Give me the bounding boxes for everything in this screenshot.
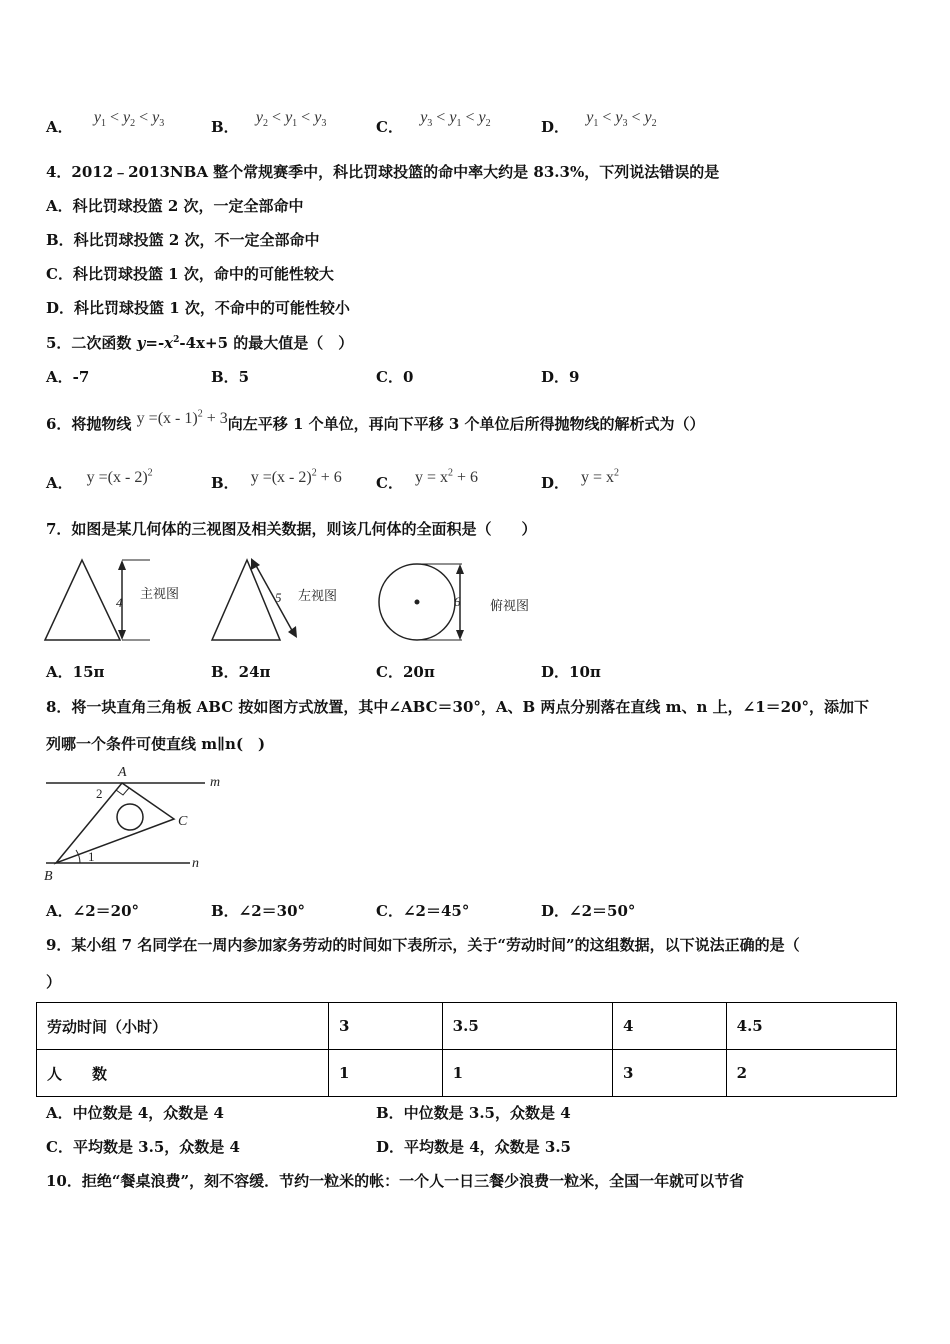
table-cell: 劳动时间（小时） bbox=[37, 1003, 329, 1050]
q8-option-b: B．∠2＝30° bbox=[211, 902, 306, 920]
q6-stem-formula: y =(x - 1)$^2$ + 3 bbox=[136, 408, 228, 427]
q6-option-b: B． y =(x - 2)$^2$ + 6 bbox=[211, 467, 342, 492]
q8-angle1-arc bbox=[76, 850, 80, 863]
q4-option-c: C．科比罚球投篮 1 次，命中的可能性较大 bbox=[46, 265, 334, 283]
q6-option-a: A． y =(x - 2)$^2$ bbox=[46, 467, 153, 492]
q7-three-views-figure bbox=[40, 552, 540, 652]
q7-side-arrow-down bbox=[288, 626, 297, 638]
q7-side-label: 左视图 bbox=[298, 589, 338, 604]
q5-option-a: A．-7 bbox=[46, 368, 90, 386]
q6-option-math: y =(x - 2)$^2$ bbox=[86, 467, 153, 486]
q8-label-a: A bbox=[118, 765, 127, 780]
q7-front-view bbox=[45, 560, 179, 640]
q6-stem: 6．将抛物线 y =(x - 1)$^2$ + 3向左平移 1 个单位，再向下平移 3 个单位后所得抛物线的解析式为（） bbox=[46, 408, 705, 433]
q3-option-math: $y_1 < y_2 < y_3$ bbox=[93, 109, 165, 130]
q9-option-c: C．平均数是 3.5，众数是 4 bbox=[46, 1138, 240, 1156]
q8-stem-line2: 列哪一个条件可使直线 m∥n( ) bbox=[46, 735, 266, 753]
q3-option-math: $y_3 < y_1 < y_2$ bbox=[420, 109, 491, 130]
q7-top-value: 6 bbox=[454, 594, 461, 609]
q6-option-math: $y = x^2 + 6$ bbox=[414, 467, 479, 486]
q7-front-label: 主视图 bbox=[140, 587, 180, 602]
q8-triangle-hole bbox=[117, 804, 143, 830]
q7-option-b: B．24π bbox=[211, 663, 271, 681]
q4-option-d: D．科比罚球投篮 1 次，不命中的可能性较小 bbox=[46, 299, 350, 317]
q7-option-c: C．20π bbox=[376, 663, 435, 681]
q3-option-letter: A． bbox=[46, 118, 73, 136]
q7-option-a: A．15π bbox=[46, 663, 105, 681]
q3-option-letter: C． bbox=[376, 118, 403, 136]
q10-stem: 10．拒绝“餐桌浪费”，刻不容缓．节约一粒米的帐：一个人一日三餐少浪费一粒米，全国一年就可以节省 bbox=[46, 1172, 745, 1190]
q3-option-c bbox=[376, 109, 491, 139]
q7-top-view bbox=[379, 564, 529, 640]
q7-front-value: 4 bbox=[116, 595, 123, 610]
q3-option-math: $y_1 < y_3 < y_2$ bbox=[586, 109, 657, 130]
q7-front-triangle bbox=[45, 560, 120, 640]
q4-option-a: A．科比罚球投篮 2 次，一定全部命中 bbox=[46, 197, 304, 215]
q8-triangle-figure bbox=[40, 763, 230, 885]
q8-label-m: m bbox=[210, 775, 221, 790]
q7-side-view bbox=[212, 558, 337, 640]
table-cell: 3 bbox=[329, 1003, 443, 1050]
q6-option-c: C． $y = x^2 + 6$ bbox=[376, 467, 479, 492]
q6-option-d: D． $y = x^2$ bbox=[541, 467, 620, 492]
table-row bbox=[37, 1050, 897, 1097]
q8-option-d: D．∠2＝50° bbox=[541, 902, 636, 920]
q8-stem-line1: 8．将一块直角三角板 ABC 按如图方式放置，其中∠ABC＝30°，A、B 两点分别落在直线 m、n 上，∠1＝20°，添加下 bbox=[46, 698, 870, 716]
table-cell: 人 数 bbox=[37, 1050, 329, 1097]
q9-option-d: D．平均数是 4，众数是 3.5 bbox=[376, 1138, 571, 1156]
q9-option-b: B．中位数是 3.5，众数是 4 bbox=[376, 1104, 571, 1122]
q3-option-a bbox=[46, 109, 165, 139]
q7-side-triangle bbox=[212, 560, 280, 640]
q8-label-c: C bbox=[178, 814, 188, 829]
q7-top-label: 俯视图 bbox=[490, 599, 530, 614]
q5-option-b: B．5 bbox=[211, 368, 250, 386]
q3-option-d bbox=[541, 109, 657, 139]
q8-triangle-abc bbox=[56, 783, 174, 863]
table-cell: 4.5 bbox=[726, 1003, 896, 1050]
q7-side-dimension-line bbox=[254, 562, 294, 634]
q7-side-arrow-up bbox=[251, 558, 260, 570]
q7-front-arrow-up bbox=[118, 560, 126, 570]
q6-option-math: $y = x^2$ bbox=[581, 467, 620, 486]
q8-label-angle1: 1 bbox=[88, 849, 95, 864]
q3-option-math: $y_2 < y_1 < y_3$ bbox=[255, 109, 327, 130]
q4-stem: 4．2012﹣2013NBA 整个常规赛季中，科比罚球投篮的命中率大约是 83.3%，下列说法错误的是 bbox=[46, 163, 720, 181]
q9-data-table bbox=[36, 1002, 897, 1097]
q6-option-math: y =(x - 2)$^2$ + 6 bbox=[250, 467, 342, 486]
q3-option-b bbox=[211, 109, 327, 139]
table-cell: 1 bbox=[442, 1050, 612, 1097]
q8-option-c: C．∠2＝45° bbox=[376, 902, 470, 920]
table-cell: 2 bbox=[726, 1050, 896, 1097]
q7-top-center bbox=[415, 600, 420, 605]
table-cell: 1 bbox=[329, 1050, 443, 1097]
q7-option-d: D．10π bbox=[541, 663, 601, 681]
q3-option-letter: B． bbox=[211, 118, 239, 136]
q7-top-arrow-down bbox=[456, 630, 464, 640]
q5-option-d: D．9 bbox=[541, 368, 580, 386]
table-cell: 3 bbox=[612, 1050, 726, 1097]
q8-label-n: n bbox=[192, 856, 199, 871]
q9-stem-line1: 9．某小组 7 名同学在一周内参加家务劳动的时间如下表所示，关于“劳动时间”的这组数据，以下说法正确的是（ bbox=[46, 936, 800, 954]
q3-option-letter: D． bbox=[541, 118, 570, 136]
q9-option-a: A．中位数是 4，众数是 4 bbox=[46, 1104, 224, 1122]
q5-option-c: C．0 bbox=[376, 368, 414, 386]
q7-stem: 7．如图是某几何体的三视图及相关数据，则该几何体的全面积是（ ） bbox=[46, 520, 537, 538]
q8-option-a: A．∠2＝20° bbox=[46, 902, 140, 920]
q7-top-arrow-up bbox=[456, 564, 464, 574]
table-cell: 4 bbox=[612, 1003, 726, 1050]
q5-stem: 5．二次函数 $y=-x^2-4x+5$ 的最大值是（ ） bbox=[46, 334, 354, 352]
table-cell: 3.5 bbox=[442, 1003, 612, 1050]
q8-label-b: B bbox=[44, 869, 53, 884]
q7-side-value: 5 bbox=[275, 590, 282, 605]
q4-option-b: B．科比罚球投篮 2 次，不一定全部命中 bbox=[46, 231, 320, 249]
q8-label-angle2: 2 bbox=[96, 786, 103, 801]
table-row bbox=[37, 1003, 897, 1050]
q9-stem-line2: ） bbox=[46, 973, 62, 991]
